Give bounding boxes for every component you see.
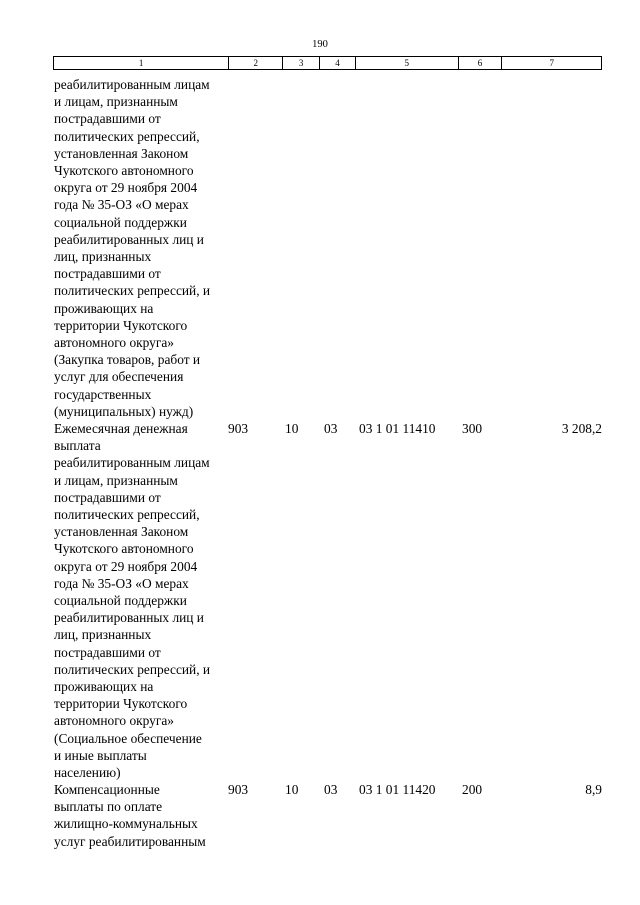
row-name-line: округа от 29 ноября 2004 — [54, 180, 198, 196]
row-name-line: выплаты по оплате — [54, 799, 163, 815]
row-name-line: политических репрессий, и — [54, 283, 211, 299]
row-name-line: года № 35-ОЗ «О мерах — [54, 197, 189, 213]
row-name-line: политических репрессий, — [54, 128, 200, 144]
row-ved: 903 — [228, 421, 249, 436]
row-name-line: социальной поддержки — [54, 593, 187, 609]
header-col-2: 2 — [229, 57, 283, 69]
row-vr: 300 — [462, 421, 483, 436]
row-name-line: (Социальное обеспечение — [54, 730, 202, 746]
row-name-line: Чукотского автономного — [54, 541, 194, 557]
row-vr: 200 — [462, 782, 483, 797]
row-name-line: политических репрессий, — [54, 507, 200, 523]
row-name-line: проживающих на — [54, 679, 154, 695]
row-name-line: реабилитированных лиц и — [54, 610, 204, 626]
row-name-line: автономного округа» — [54, 713, 174, 729]
row-name-line: автономного округа» — [54, 335, 174, 351]
row-name-line: политических репрессий, и — [54, 661, 211, 677]
row-name-line: и иные выплаты — [54, 747, 147, 763]
row-name-line: округа от 29 ноября 2004 — [54, 558, 198, 574]
page-number: 190 — [312, 39, 328, 50]
row-name-line: Чукотского автономного — [54, 163, 194, 179]
row-name-line: территории Чукотского — [54, 317, 188, 333]
row-csr: 03 1 01 11410 — [359, 421, 436, 436]
row-name-line: года № 35-ОЗ «О мерах — [54, 575, 189, 591]
row-sum: 8,9 — [585, 782, 602, 797]
row-ved: 903 — [228, 782, 249, 797]
row-name-line: территории Чукотского — [54, 696, 188, 712]
header-col-4: 4 — [320, 57, 356, 69]
row-name-line: населению) — [54, 765, 121, 781]
row-name-line: пострадавшими от — [54, 489, 161, 505]
row-name-line: проживающих на — [54, 300, 154, 316]
header-col-1: 1 — [54, 57, 229, 69]
row-name-line: государственных — [54, 386, 152, 402]
row-csr: 03 1 01 11420 — [359, 782, 436, 797]
row-name-line: социальной поддержки — [54, 214, 187, 230]
row-name-line: реабилитированным лицам — [54, 455, 210, 471]
row-name-line: реабилитированных лиц и — [54, 231, 204, 247]
row-name-line: выплата — [54, 438, 101, 454]
header-col-3: 3 — [283, 57, 320, 69]
row-name-line: реабилитированным лицам — [54, 77, 210, 92]
row-name-line: пострадавшими от — [54, 111, 161, 127]
header-col-6: 6 — [459, 57, 503, 69]
row-sum: 3 208,2 — [561, 421, 602, 436]
row-name-line: (муниципальных) нужд) — [54, 403, 194, 419]
row-name-line: пострадавшими от — [54, 266, 161, 282]
row-name-line: (Закупка товаров, работ и — [54, 352, 201, 368]
row-rz: 10 — [285, 782, 299, 797]
row-name — [54, 420, 232, 781]
row-name-line: услуг реабилитированным — [54, 833, 206, 849]
row-name-line: лиц, признанных — [54, 627, 152, 643]
table-header — [53, 56, 602, 70]
header-col-5: 5 — [356, 57, 459, 69]
row-name — [54, 76, 232, 420]
row-name-line: установленная Законом — [54, 524, 189, 540]
row-name-line: жилищно-коммунальных — [54, 816, 198, 832]
row-name-line: пострадавшими от — [54, 644, 161, 660]
row-name-line: Ежемесячная денежная — [54, 421, 188, 436]
header-col-7: 7 — [549, 58, 554, 68]
row-name-line: и лицам, признанным — [54, 94, 178, 110]
row-pr: 03 — [324, 782, 338, 797]
row-name-line: лиц, признанных — [54, 249, 152, 265]
row-pr: 03 — [324, 421, 338, 436]
row-rz: 10 — [285, 421, 299, 436]
row-name-line: Компенсационные — [54, 782, 160, 797]
row-name-line: и лицам, признанным — [54, 472, 178, 488]
row-name — [54, 781, 232, 850]
row-name-line: установленная Законом — [54, 145, 189, 161]
row-name-line: услуг для обеспечения — [54, 369, 184, 385]
